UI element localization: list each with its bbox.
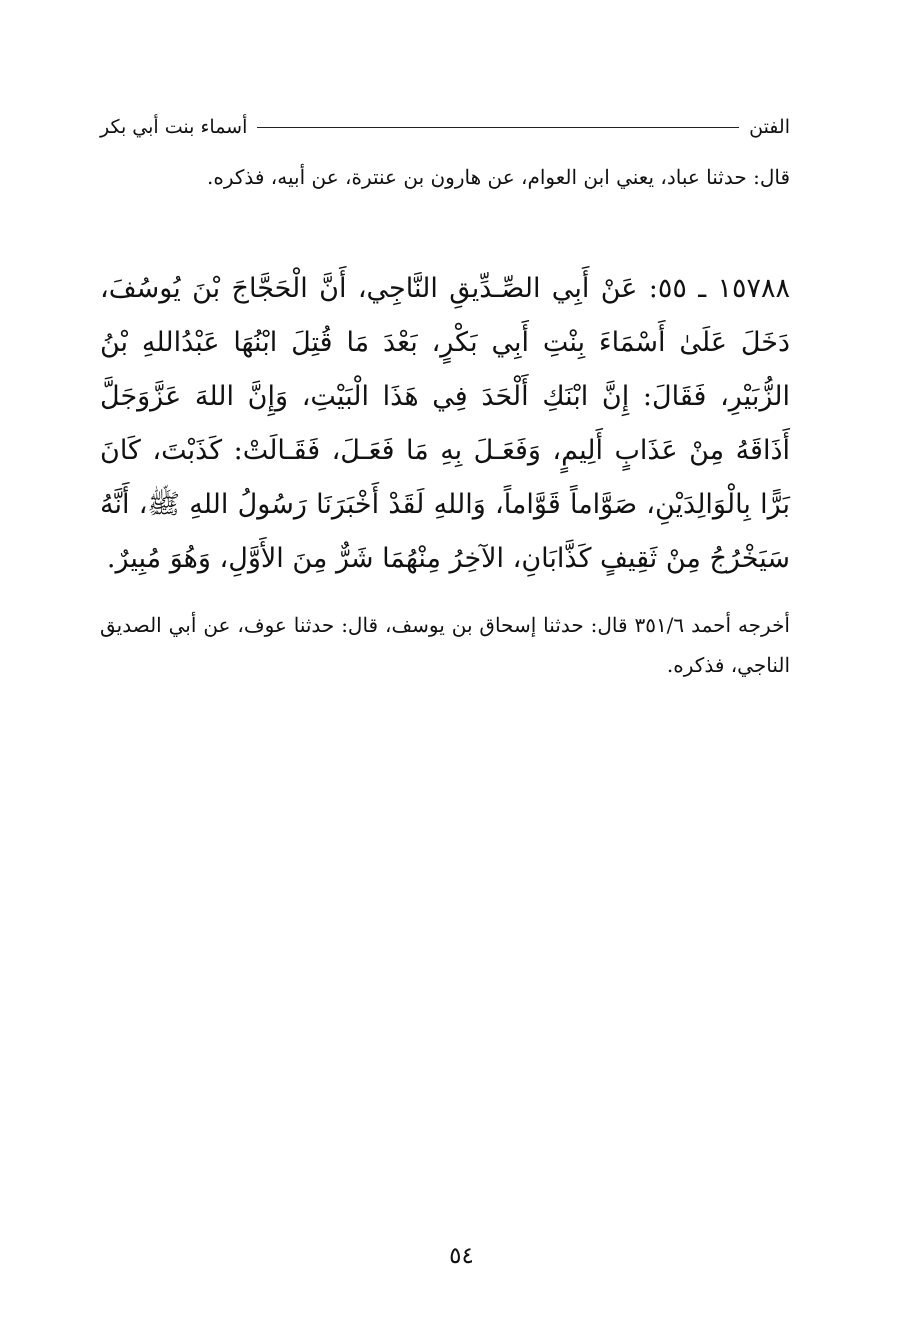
chapter-title: الفتن <box>749 116 790 138</box>
running-header <box>100 112 790 142</box>
book-title: أسماء بنت أبي بكر <box>100 116 248 138</box>
hadith-number: ١٥٧٨٨ ـ ٥٥: <box>648 273 790 304</box>
hadith-text: عَنْ أَبِي الصِّـدِّيقِ النَّاجِي، أَنَّ الْحَجَّاجَ بْنَ يُوسُفَ، دَخَلَ عَلَىٰ أَسْمَاءَ بِنْتِ أَبِي بَكْرٍ، بَعْدَ مَا قُتِلَ ابْنُهَا عَبْدُاللهِ بْنُ الزُّبَيْرِ، فَقَالَ: إِنَّ ابْنَكِ أَلْحَدَ فِي هَذَا الْبَيْتِ، وَإِنَّ اللهَ عَزَّوَجَلَّ أَذَاقَهُ مِنْ عَذَابٍ أَلِيمٍ، وَفَعَـلَ بِهِ مَا فَعَـلَ، فَقَـالَتْ: كَذَبْتَ، كَانَ بَرًّا بِالْوَالِدَيْنِ، صَوَّاماً قَوَّاماً، وَاللهِ لَقَدْ أَخْبَرَنَا رَسُولُ اللهِ ﷺ، أَنَّهُ سَيَخْرُجُ مِنْ ثَقِيفٍ كَذَّابَانِ، الآخِرُ مِنْهُمَا شَرٌّ مِنَ الأَوَّلِ، وَهُوَ مُبِيرٌ. <box>100 273 790 574</box>
hadith-paragraph <box>100 262 790 586</box>
header-rule <box>257 127 739 128</box>
page-number: ٥٤ <box>449 1243 474 1269</box>
takhrij-paragraph: أخرجه أحمد ٣٥١/٦ قال: حدثنا إسحاق بن يوسف، قال: حدثنا عوف، عن أبي الصديق الناجي، فذكره. <box>100 613 790 677</box>
previous-hadith-chain: قال: حدثنا عباد، يعني ابن العوام، عن هارون بن عنترة، عن أبيه، فذكره. <box>207 165 790 189</box>
